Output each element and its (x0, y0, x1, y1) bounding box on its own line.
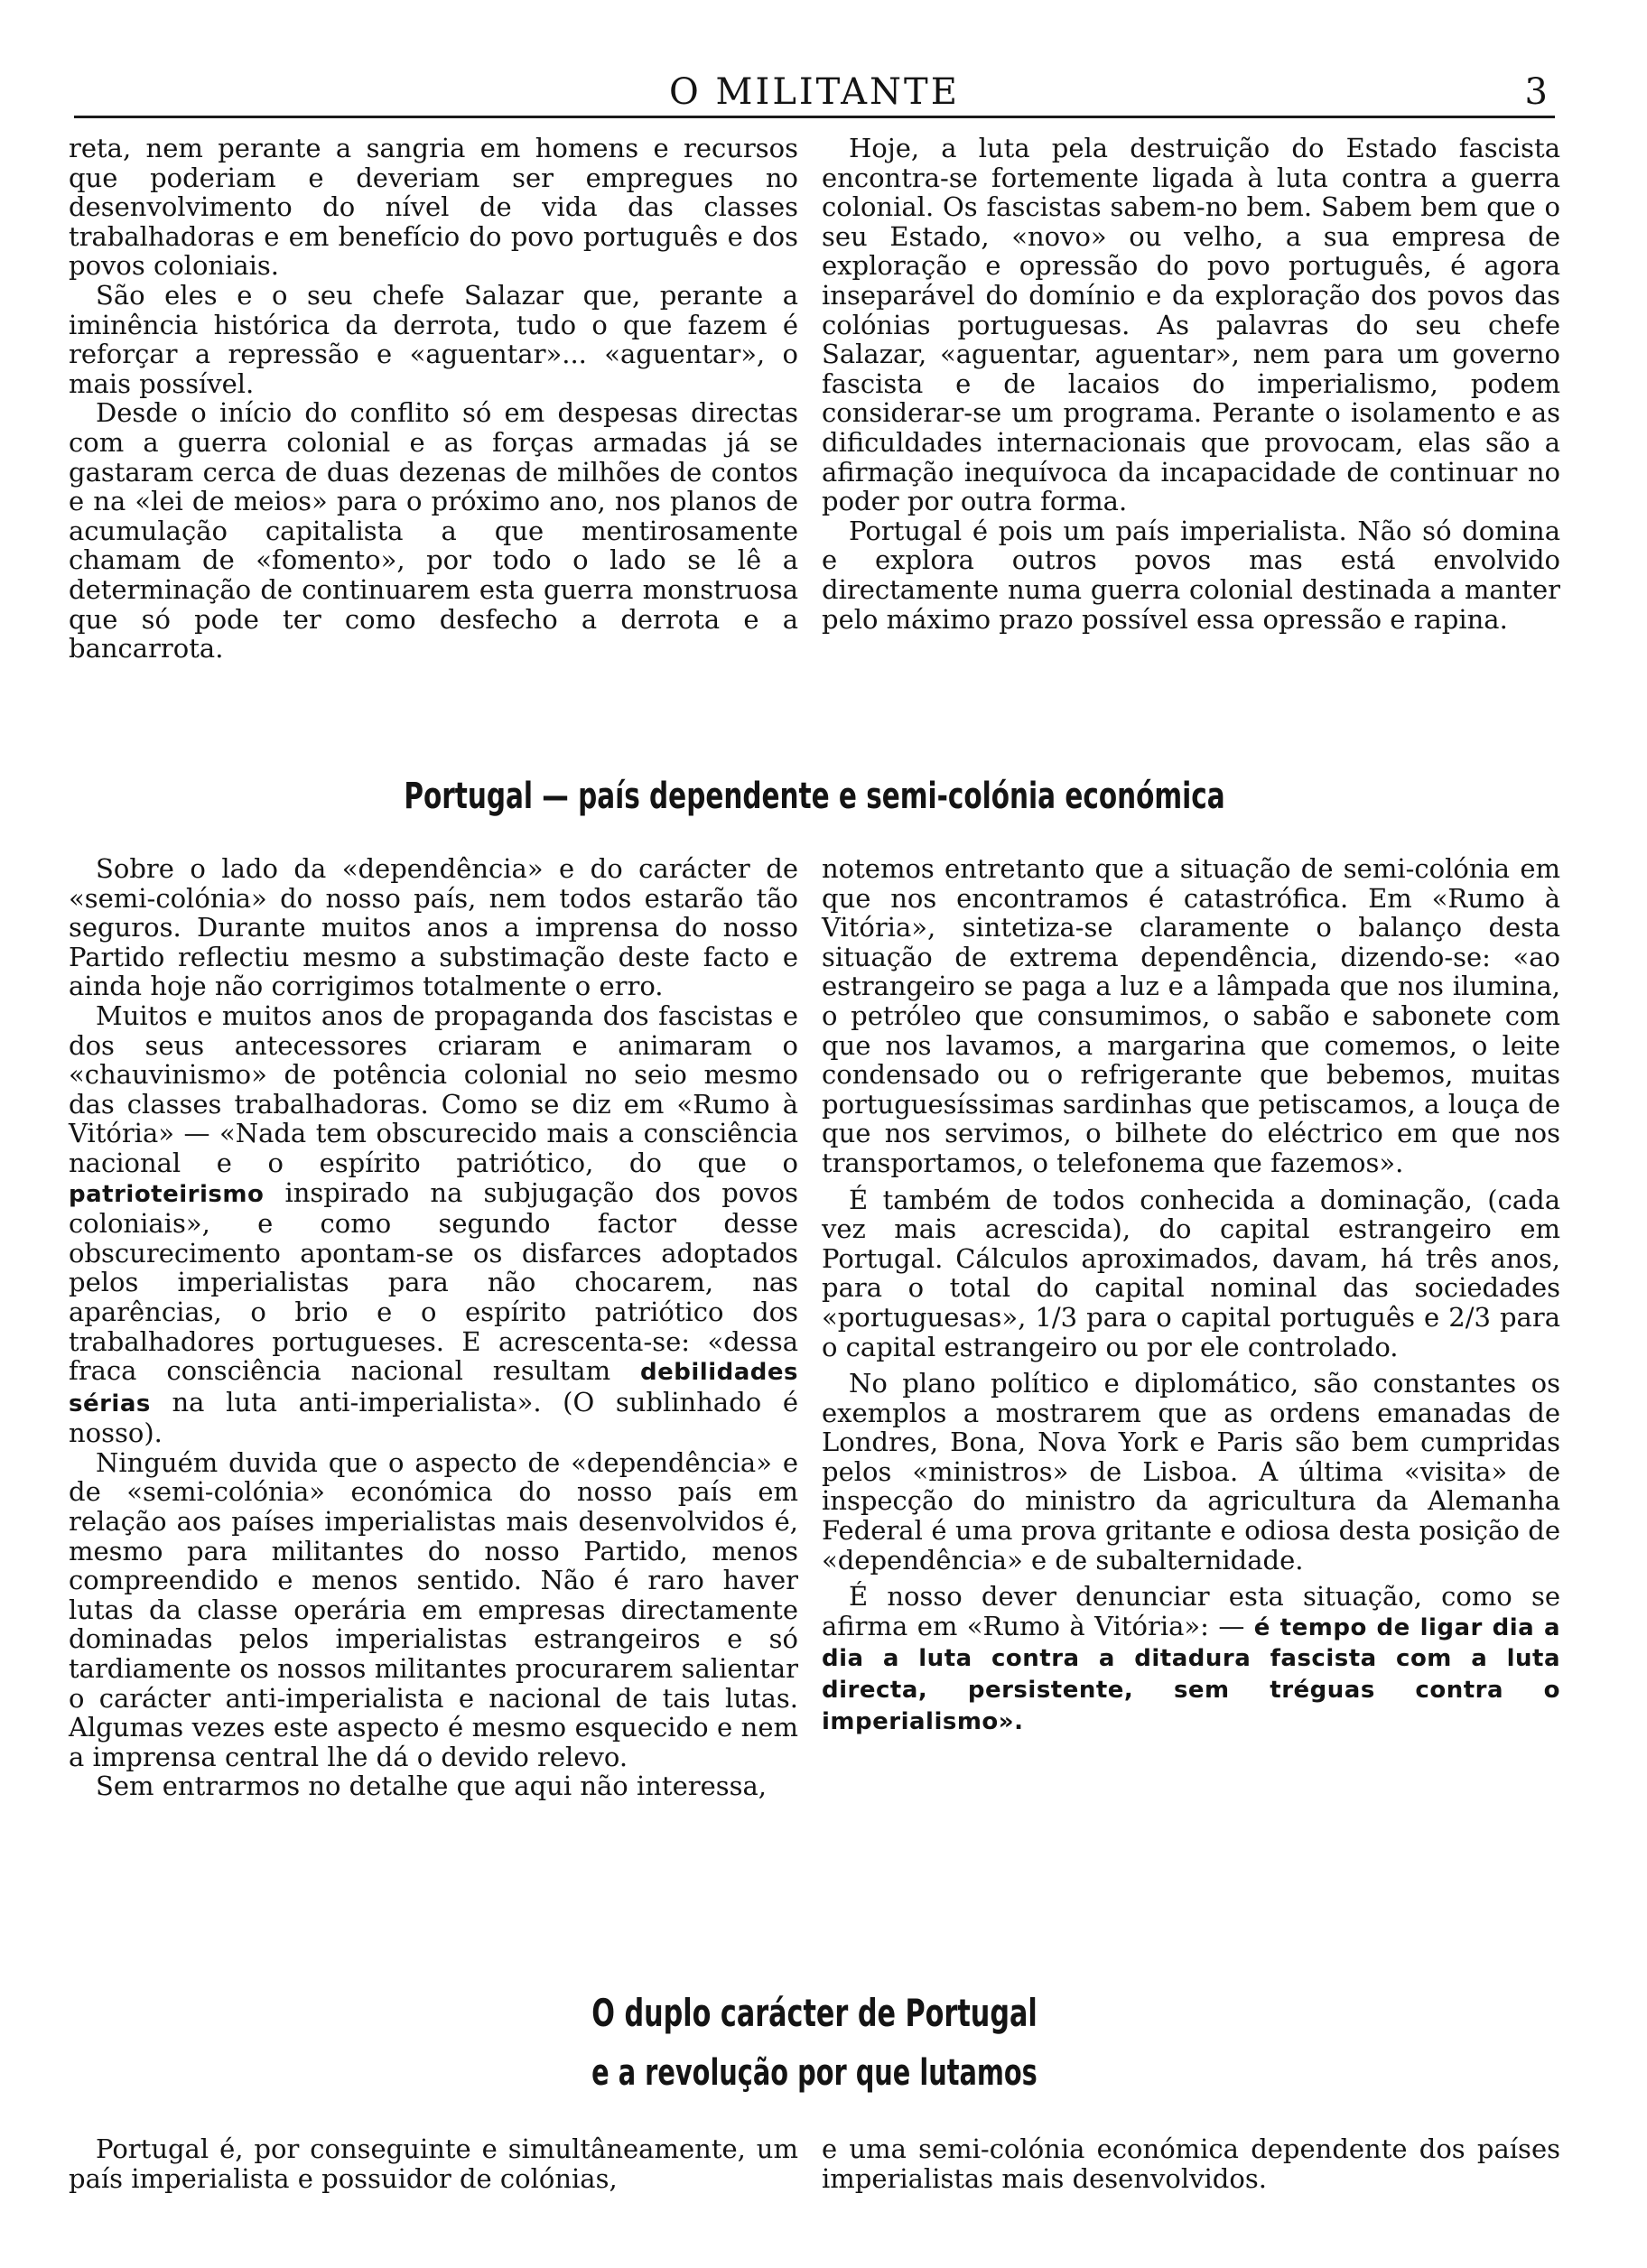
page-number: 3 (1524, 71, 1548, 113)
header-rule (74, 116, 1555, 118)
paragraph: No plano político e diplomático, são constantes os exemplos a mostrarem que as ordens emanadas de Londres, Bona, Nova York e Paris são bem cumpridas pelos «ministros» de Lisboa. A última «visita» de inspecção do ministro da agricultura da Alemanha Federal é uma prova gritante e odiosa desta posição de «dependência» e de subalternidade. (822, 1368, 1560, 1576)
paragraph (69, 1001, 798, 1448)
paragraph: São eles e o seu chefe Salazar que, perante a iminência histórica da derrota, tudo o que fazem é reforçar a repressão e «aguentar»... «aguentar», o mais possível. (69, 279, 798, 399)
section-heading-dependency: Portugal — país dependente e semi-colónia económica (404, 776, 1225, 817)
section-heading-double-character: O duplo carácter de Portugal (591, 1991, 1038, 2035)
paragraph: e uma semi-colónia económica dependente dos países imperialistas mais desenvolvidos. (822, 2133, 1560, 2194)
page-header (74, 69, 1555, 116)
section2-right-column (822, 854, 1560, 1736)
newspaper-title: O MILITANTE (669, 71, 960, 113)
section3-left-column (69, 2134, 798, 2193)
text-run: É nosso dever denunciar esta situação, como se afirma em «Rumo à Vitória»: — (822, 1581, 1560, 1641)
paragraph: Sobre o lado da «dependência» e do carácter de «semi-colónia» do nosso país, nem todos estarão tão seguros. Durante muitos anos a imprensa do nosso Partido reflectiu mesmo a substimação deste facto e ainda hoje não corrigimos totalmente o erro. (69, 853, 798, 1002)
paragraph: Hoje, a luta pela destruição do Estado fascista encontra-se fortemente ligada à luta contra a guerra colonial. Os fascistas sabem-no bem. Sabem bem que o seu Estado, «novo» ou velho, a sua empresa de exploração e opressão do povo português, é agora inseparável do domínio e da exploração dos povos das colónias portuguesas. As palavras do seu chefe Salazar, «aguentar, aguentar», nem para um governo fascista e de lacaios do imperialismo, podem considerar-se um programa. Perante o isolamento e as dificuldades internacionais que provocam, elas são a afirmação inequívoca da incapacidade de continuar no poder por outra forma. (822, 133, 1560, 517)
paragraph: Portugal é pois um país imperialista. Não só domina e explora outros povos mas está envolvido directamente numa guerra colonial destinada a manter pelo máximo prazo possível essa opressão e rapina. (822, 515, 1560, 635)
section-subheading-revolution: e a revolução por que lutamos (591, 2052, 1038, 2094)
section3-right-column (822, 2134, 1560, 2193)
paragraph: Desde o início do conflito só em despesas directas com a guerra colonial e as forças armadas já se gastaram cerca de duas dezenas de milhões de contos e na «lei de meios» para o próximo ano, nos planos de acumulação capitalista a que mentirosamente chamam de «fomento», por todo o lado se lê a determinação de continuarem esta guerra monstruosa que só pode ter como desfecho a derrota e a bancarrota. (69, 397, 798, 665)
paragraph: Ninguém duvida que o aspecto de «dependência» e de «semi-colónia» económica do nosso país em relação aos países imperialistas mais desenvolvidos é, mesmo para militantes do nosso Partido, menos compreendido e menos sentido. Não é raro haver lutas da classe operária em empresas directamente dominadas pelos imperialistas estrangeiros e só tardiamente os nossos militantes procurarem salientar o carácter anti-imperialista e nacional de tais lutas. Algumas vezes este aspecto é mesmo esquecido e nem a imprensa central lhe dá o devido relevo. (69, 1446, 798, 1772)
paragraph: Sem entrarmos no detalhe que aqui não interessa, (96, 1771, 768, 1802)
paragraph: É também de todos conhecida a dominação, (cada vez mais acrescida), do capital estrangeiro em Portugal. Cálculos aproximados, davam, há três anos, para o total do capital nominal das sociedades «portuguesas», 1/3 para o capital português e 2/3 para o capital estrangeiro ou por ele controlado. (822, 1184, 1560, 1362)
section2-left-column (69, 854, 798, 1801)
section1-right-column (822, 134, 1560, 634)
emphasized-text: debilidades sérias (69, 1359, 798, 1418)
paragraph: notemos entretanto que a situação de semi-colónia em que nos encontramos é catastrófica. Em «Rumo à Vitória», sintetiza-se claramente o balanço desta situação de extrema dependência, dizendo-se: «ao estrangeiro se paga a luz e a lâmpada que nos ilumina, o petróleo que consumimos, o sabão e sabonete com que nos lavamos, a margarina que comemos, o leite condensado ou o refrigerante que bebemos, muitas portuguesíssimas sardinhas que petiscamos, a louça de que nos servimos, o bilhete do eléctrico em que nos transportamos, o telefonema que fazemos». (822, 853, 1560, 1178)
emphasized-text: patrioteirismo (69, 1180, 265, 1208)
text-run: inspirado na subjugação dos povos coloniais», e como segundo factor desse obscurecimento apontam-se os disfarces adoptados pelos imperialistas para não chocarem, nas aparências, o brio e o espírito patriótico dos trabalhadores portugueses. E acrescenta-se: «dessa fraca consciência nacional resultam (69, 1176, 799, 1387)
emphasized-text: é tempo de ligar dia a dia a luta contra a ditadura fascista com a luta directa, persistente, sem tréguas contra o imperialismo». (822, 1613, 1560, 1735)
text-run: Muitos e muitos anos de propaganda dos fascistas e dos seus antecessores criaram e animaram o «chauvinismo» de potência colonial no seio mesmo das classes trabalhadoras. Como se diz em «Rumo à Vitória» — «Nada tem obscurecido mais a consciência nacional e o espírito patriótico, do que o (69, 999, 798, 1178)
text-run: na luta anti-imperialista». (O sublinhado é nosso). (69, 1386, 798, 1449)
paragraph (822, 1582, 1560, 1736)
paragraph: reta, nem perante a sangria em homens e recursos que poderiam e deveriam ser empregues no desenvolvimento do nível de vida das classes trabalhadoras e em benefício do povo português e dos povos coloniais. (69, 133, 798, 282)
section1-left-column (69, 134, 798, 664)
paragraph: Portugal é, por conseguinte e simultâneamente, um país imperialista e possuidor de colónias, (69, 2133, 798, 2194)
